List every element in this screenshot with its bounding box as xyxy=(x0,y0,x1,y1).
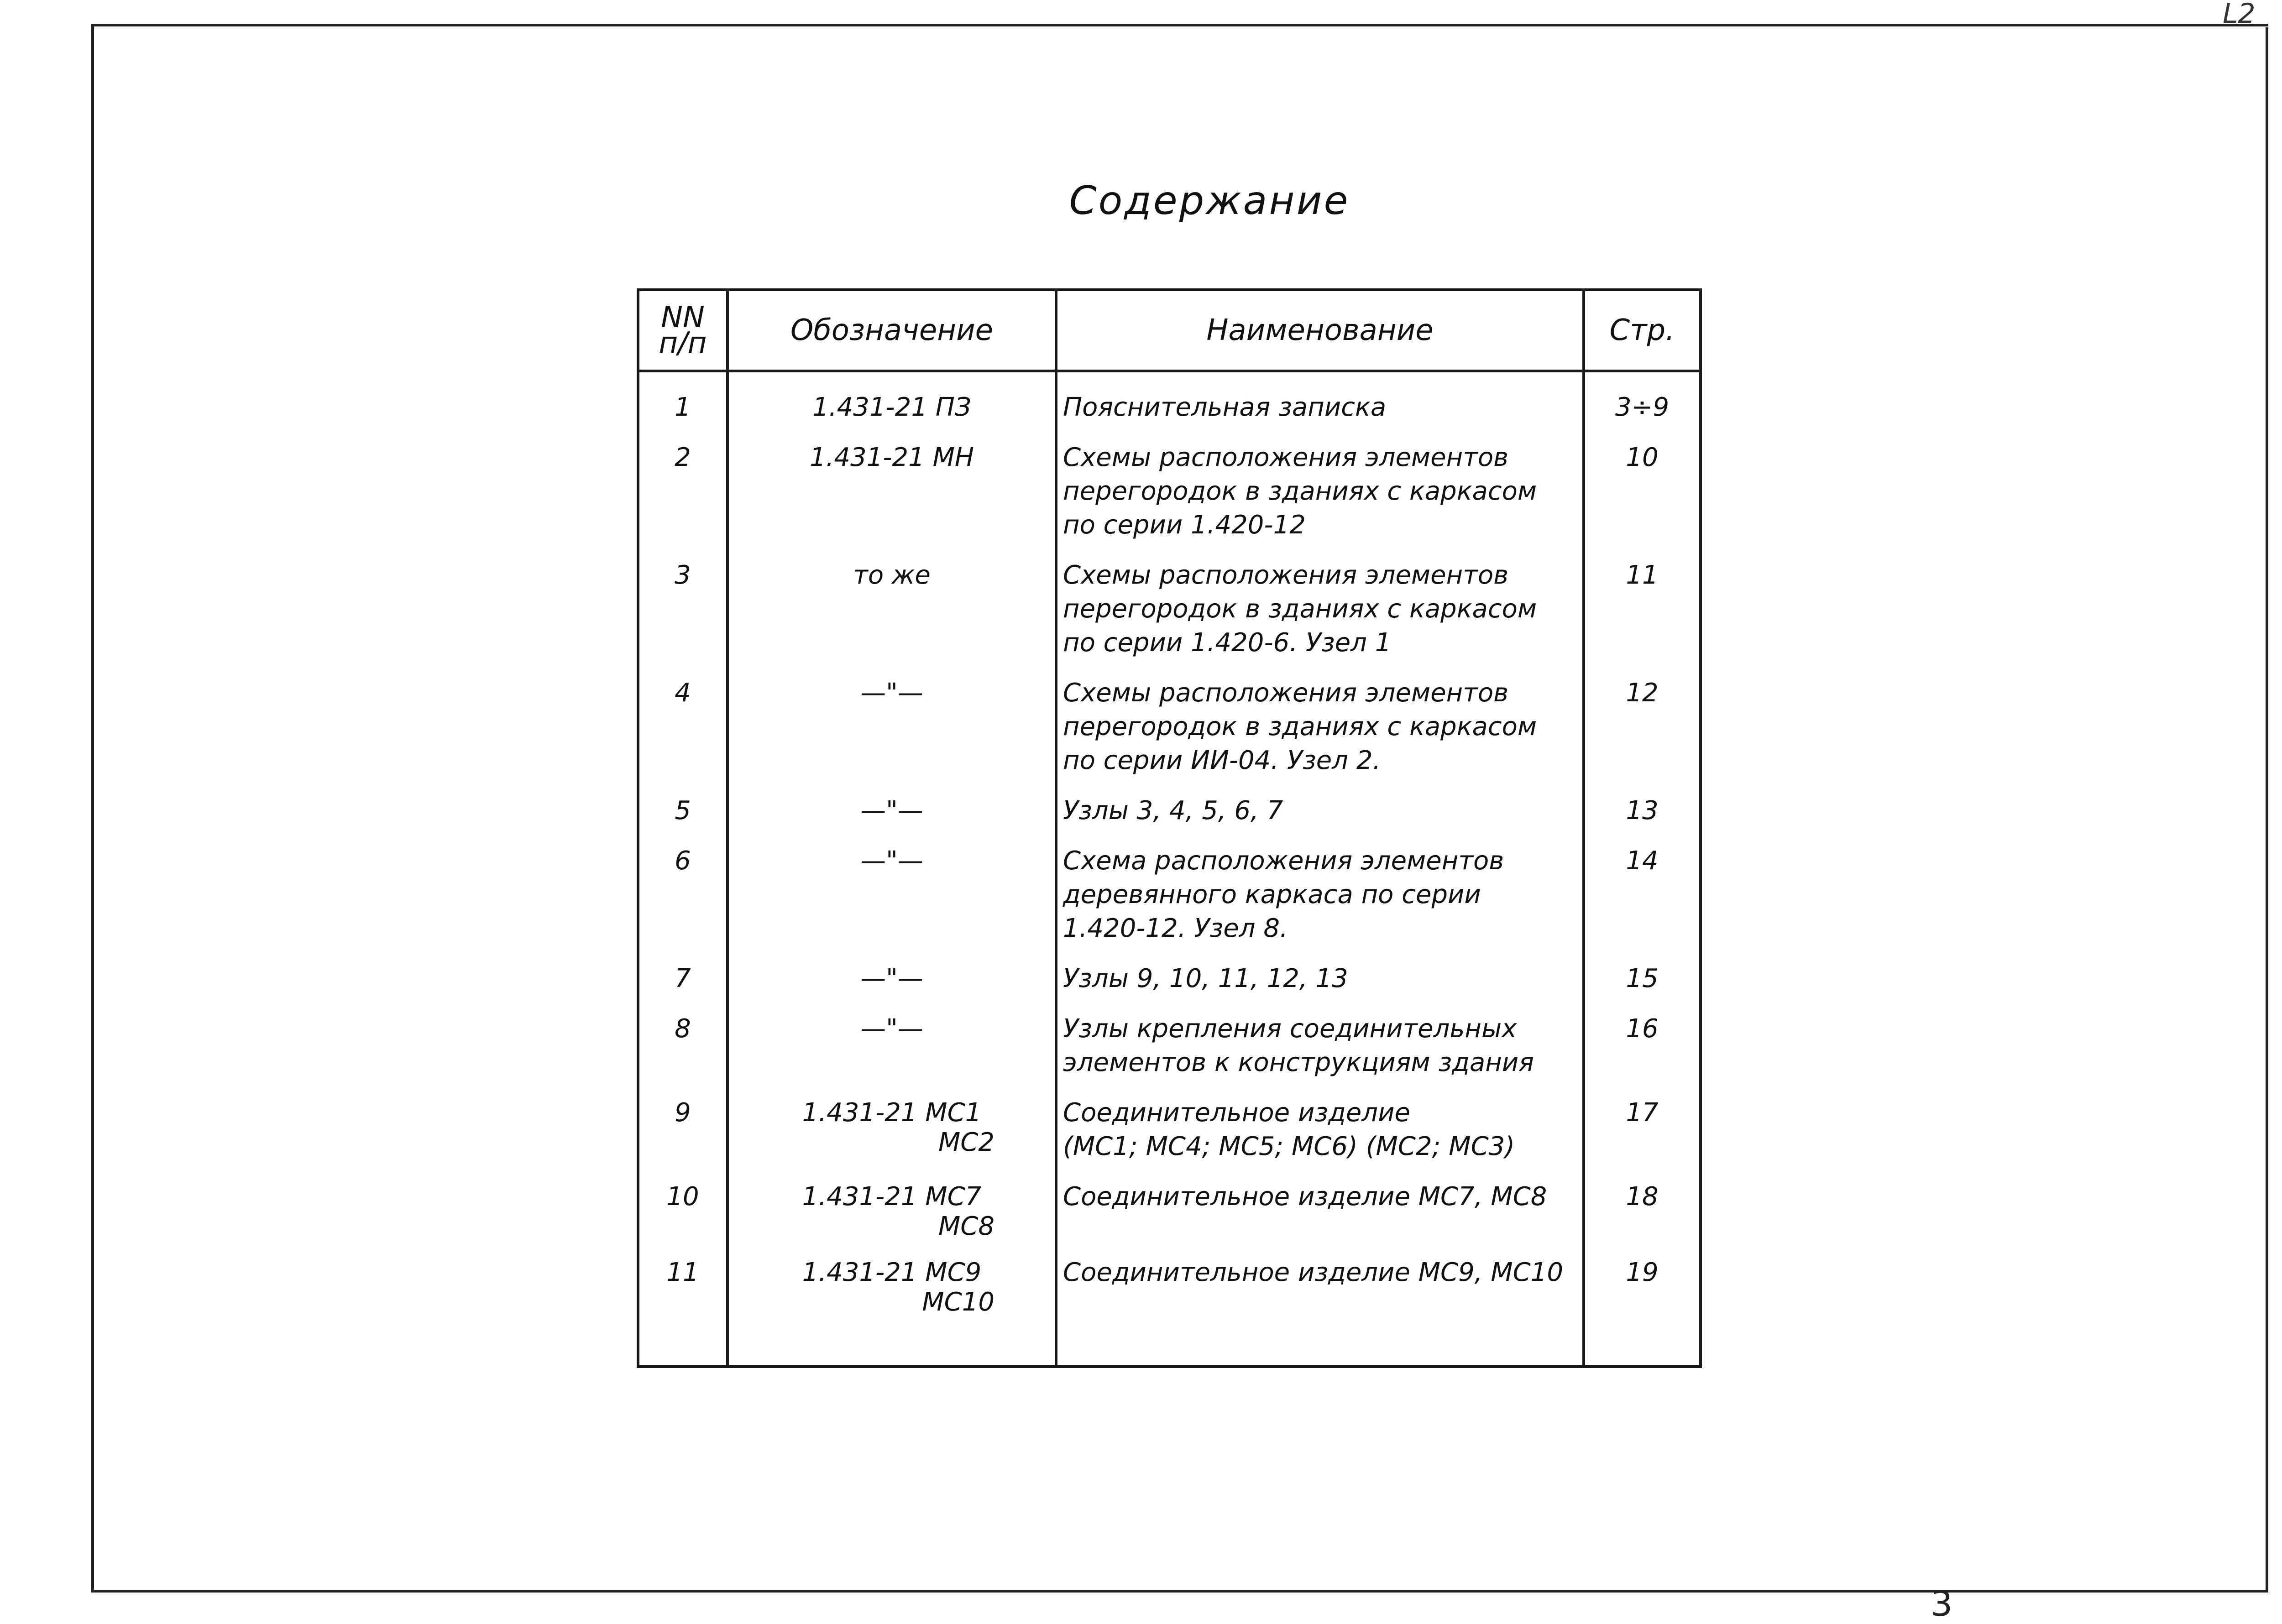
row-page: 17 xyxy=(1584,1090,1701,1174)
page-number: 3 xyxy=(1931,1583,1953,1624)
row-page: 14 xyxy=(1584,838,1701,956)
name-line: Схемы расположения элементов xyxy=(1063,443,1509,472)
row-designation xyxy=(728,1006,1056,1090)
designation-text: —"— xyxy=(860,964,923,993)
designation-text: 1.431-21 МС7 xyxy=(802,1182,982,1211)
designation-text: —"— xyxy=(860,846,923,876)
frame-right-border xyxy=(2266,27,2268,1593)
table-row xyxy=(638,1249,1701,1367)
row-number: 8 xyxy=(675,1014,691,1044)
row-number: 4 xyxy=(675,678,691,708)
designation-text: —"— xyxy=(860,1014,923,1044)
row-page: 15 xyxy=(1584,956,1701,1006)
header-designation: Обозначение xyxy=(728,290,1056,371)
designation-subtext: МС8 xyxy=(938,1211,994,1241)
table-row xyxy=(638,552,1701,670)
name-line: деревянного каркаса по серии xyxy=(1063,880,1481,909)
row-number: 7 xyxy=(675,964,691,993)
row-number: 11 xyxy=(666,1258,699,1287)
designation-text: 1.431-21 ПЗ xyxy=(812,392,971,422)
header-name: Наименование xyxy=(1056,290,1584,371)
row-name xyxy=(1056,371,1584,434)
row-number: 5 xyxy=(675,796,691,825)
row-number: 6 xyxy=(675,846,691,876)
row-number: 2 xyxy=(675,443,691,472)
table-row xyxy=(638,371,1701,434)
row-name xyxy=(1056,838,1584,956)
table-row xyxy=(638,434,1701,552)
row-name xyxy=(1056,1090,1584,1174)
name-line: Узлы 9, 10, 11, 12, 13 xyxy=(1063,964,1348,993)
table-header-row xyxy=(638,290,1701,371)
row-designation xyxy=(728,838,1056,956)
row-page: 10 xyxy=(1584,434,1701,552)
row-designation xyxy=(728,434,1056,552)
row-page: 12 xyxy=(1584,670,1701,788)
row-page: 3÷9 xyxy=(1584,371,1701,434)
table-row xyxy=(638,838,1701,956)
page-title: Содержание xyxy=(1069,178,1350,224)
designation-text: 1.431-21 МН xyxy=(809,443,974,472)
row-page: 18 xyxy=(1584,1174,1701,1249)
row-page: 19 xyxy=(1584,1249,1701,1367)
name-line: (МС1; МС4; МС5; МС6) (МС2; МС3) xyxy=(1063,1132,1515,1161)
name-line: перегородок в зданиях с каркасом xyxy=(1063,712,1537,742)
corner-mark: L2 xyxy=(2223,0,2256,30)
row-designation xyxy=(728,552,1056,670)
table-row xyxy=(638,1006,1701,1090)
row-page: 16 xyxy=(1584,1006,1701,1090)
row-name xyxy=(1056,1006,1584,1090)
name-line: по серии 1.420-6. Узел 1 xyxy=(1063,628,1392,658)
row-page: 11 xyxy=(1584,552,1701,670)
designation-text: —"— xyxy=(860,796,923,825)
row-designation xyxy=(728,1174,1056,1249)
row-designation xyxy=(728,788,1056,838)
designation-text: —"— xyxy=(860,678,923,708)
frame-top-border xyxy=(91,24,2268,26)
name-line: элементов к конструкциям здания xyxy=(1063,1048,1534,1077)
name-line: Соединительное изделие МС9, МС10 xyxy=(1063,1258,1564,1287)
row-designation xyxy=(728,1249,1056,1367)
designation-text: 1.431-21 МС9 xyxy=(802,1258,982,1287)
row-number: 9 xyxy=(675,1098,691,1128)
row-name xyxy=(1056,1249,1584,1367)
name-line: Узлы 3, 4, 5, 6, 7 xyxy=(1063,796,1283,825)
table-row xyxy=(638,1090,1701,1174)
name-line: Пояснительная записка xyxy=(1063,392,1387,422)
row-page: 13 xyxy=(1584,788,1701,838)
row-name xyxy=(1056,552,1584,670)
contents-table xyxy=(637,288,1702,1368)
header-number: NN п/п xyxy=(638,290,728,371)
name-line: Соединительное изделие xyxy=(1063,1098,1410,1128)
row-number: 10 xyxy=(666,1182,699,1211)
name-line: по серии ИИ-04. Узел 2. xyxy=(1063,746,1381,775)
row-name xyxy=(1056,788,1584,838)
row-name xyxy=(1056,956,1584,1006)
row-designation xyxy=(728,1090,1056,1174)
row-name xyxy=(1056,434,1584,552)
table-row xyxy=(638,788,1701,838)
row-name xyxy=(1056,1174,1584,1249)
designation-subtext: МС10 xyxy=(922,1287,994,1317)
row-number: 3 xyxy=(675,560,691,590)
name-line: Схемы расположения элементов xyxy=(1063,560,1509,590)
name-line: Соединительное изделие МС7, МС8 xyxy=(1063,1182,1547,1211)
row-designation xyxy=(728,956,1056,1006)
table-row xyxy=(638,670,1701,788)
designation-text: 1.431-21 МС1 xyxy=(802,1098,982,1128)
name-line: Схемы расположения элементов xyxy=(1063,678,1509,708)
row-designation xyxy=(728,670,1056,788)
table-row xyxy=(638,956,1701,1006)
name-line: перегородок в зданиях с каркасом xyxy=(1063,594,1537,624)
name-line: Схема расположения элементов xyxy=(1063,846,1504,876)
name-line: 1.420-12. Узел 8. xyxy=(1063,914,1288,943)
row-designation xyxy=(728,371,1056,434)
name-line: по серии 1.420-12 xyxy=(1063,510,1306,540)
designation-text: то же xyxy=(853,560,931,590)
row-name xyxy=(1056,670,1584,788)
name-line: перегородок в зданиях с каркасом xyxy=(1063,476,1537,506)
table-row xyxy=(638,1174,1701,1249)
header-page: Стр. xyxy=(1584,290,1701,371)
frame-left-border xyxy=(91,24,94,1590)
name-line: Узлы крепления соединительных xyxy=(1063,1014,1517,1044)
designation-subtext: МС2 xyxy=(938,1128,994,1157)
row-number: 1 xyxy=(675,392,691,422)
